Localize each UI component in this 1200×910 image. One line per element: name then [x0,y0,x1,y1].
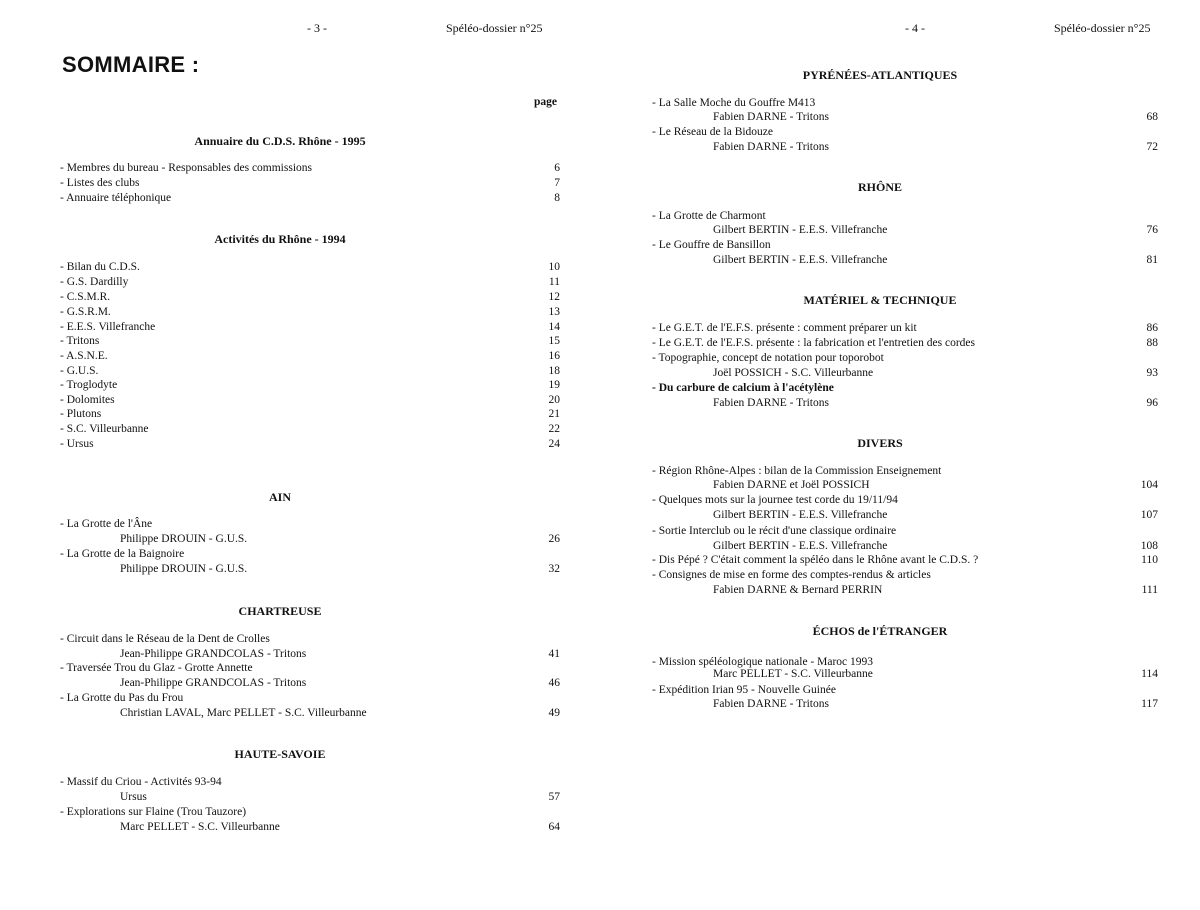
toc-entry [0,290,560,305]
toc-page-number: 32 [548,563,560,575]
toc-page-number: 6 [554,162,560,174]
toc-entry-title: - A.S.N.E. [60,350,108,362]
page-column-label: page [534,96,557,108]
toc-page-number: 7 [554,177,560,189]
toc-author-row [0,820,560,835]
toc-entry-title: - Sortie Interclub ou le récit d'une classique ordinaire [652,525,897,537]
toc-author-row [600,223,1158,238]
toc-page-number: 46 [548,677,560,689]
toc-author-row [600,366,1158,381]
toc-entry [0,805,560,820]
toc-entry-title: - Dolomites [60,394,115,406]
toc-entry-title: - Le G.E.T. de l'E.F.S. présente : comment préparer un kit [652,322,917,334]
toc-author-row [0,532,560,547]
toc-page-number: 96 [1146,397,1158,409]
toc-entry-title: - G.U.S. [60,365,99,377]
toc-entry [600,96,1158,111]
section-heading: AIN [268,490,291,504]
toc-entry [0,407,560,422]
toc-author: Fabien DARNE et Joël POSSICH [713,479,870,491]
toc-page-number: 104 [1140,479,1158,491]
toc-author: Marc PELLET - S.C. Villeurbanne [120,821,280,833]
toc-author: Philippe DROUIN - G.U.S. [120,533,248,545]
toc-entry [0,191,560,206]
toc-entry [0,275,560,290]
toc-page-number: 20 [548,394,560,406]
toc-entry-title: - C.S.M.R. [60,291,111,303]
toc-author-row [600,667,1158,682]
toc-entry-title: - Ursus [60,438,94,450]
section-heading: PYRÉNÉES-ATLANTIQUES [802,68,958,82]
toc-entry [600,553,1158,568]
toc-author-row [600,396,1158,411]
toc-entry-title: - Le Réseau de la Bidouze [652,126,774,138]
toc-page-number: 64 [548,821,560,833]
toc-page-number: 21 [548,408,560,420]
toc-author: Fabien DARNE - Tritons [713,141,829,153]
toc-entry-title: - Traversée Trou du Glaz - Grotte Annette [60,662,253,674]
toc-entry-title: - Circuit dans le Réseau de la Dent de Crolles [60,633,270,645]
toc-entry-title: - Bilan du C.D.S. [60,261,140,273]
toc-author: Philippe DROUIN - G.U.S. [120,563,248,575]
toc-page-number: 86 [1146,322,1158,334]
toc-entry-title: - Expédition Irian 95 - Nouvelle Guinée [652,684,836,696]
toc-author: Joël POSSICH - S.C. Villeurbanne [713,367,874,379]
toc-page-number: 88 [1146,337,1158,349]
toc-entry-title: - Consignes de mise en forme des comptes-rendus & articles [652,569,931,581]
toc-page-number: 108 [1140,540,1158,552]
toc-entry-title: - Le G.E.T. de l'E.F.S. présente : la fabrication et l'entretien des cordes [652,337,975,349]
toc-entry-title: - S.C. Villeurbanne [60,423,149,435]
toc-author-row [600,478,1158,493]
journal-title: Spéléo-dossier n°25 [1054,21,1151,35]
toc-author: Jean-Philippe GRANDCOLAS - Tritons [120,677,307,689]
toc-page-number: 110 [1141,554,1158,566]
toc-entry [600,524,1158,539]
toc-entry [0,393,560,408]
toc-entry-title: - Région Rhône-Alpes : bilan de la Commission Enseignement [652,465,942,477]
toc-entry [0,691,560,706]
toc-entry [0,661,560,676]
toc-entry [0,547,560,562]
toc-author: Gilbert BERTIN - E.E.S. Villefranche [713,254,888,266]
toc-entry-title: - La Salle Moche du Gouffre M413 [652,97,816,109]
toc-author: Gilbert BERTIN - E.E.S. Villefranche [713,509,888,521]
toc-entry-title: - Dis Pépé ? C'était comment la spéléo dans le Rhône avant le C.D.S. ? [652,554,979,566]
toc-page-number: 18 [548,365,560,377]
section-heading: HAUTE-SAVOIE [234,747,326,761]
toc-entry [600,351,1158,366]
toc-entry-title: - Mission spéléologique nationale - Maroc 1993 [652,656,874,668]
toc-entry-title: - Listes des clubs [60,177,140,189]
toc-entry-title: - E.E.S. Villefranche [60,321,156,333]
toc-author-row [0,706,560,721]
toc-page-number: 41 [548,648,560,660]
toc-page-number: 11 [548,276,560,288]
toc-page-number: 12 [548,291,560,303]
toc-entry-title: - Tritons [60,335,100,347]
toc-entry-title: - Membres du bureau - Responsables des commissions [60,162,313,174]
toc-entry-title: - La Grotte de la Baignoire [60,548,185,560]
toc-author-row [0,647,560,662]
toc-entry [0,378,560,393]
toc-page-number: 57 [548,791,560,803]
toc-entry [600,493,1158,508]
toc-entry [0,437,560,452]
section-heading: ÉCHOS de l'ÉTRANGER [812,624,948,638]
toc-entry [0,364,560,379]
toc-page-number: 15 [548,335,560,347]
toc-entry-title: - Le Gouffre de Bansillon [652,239,771,251]
section-heading: RHÔNE [857,180,902,194]
toc-entry-title: - La Grotte du Pas du Frou [60,692,184,704]
toc-entry [600,683,1158,698]
toc-entry-title: - La Grotte de Charmont [652,210,766,222]
toc-page-number: 16 [548,350,560,362]
toc-author: Jean-Philippe GRANDCOLAS - Tritons [120,648,307,660]
toc-entry-title: - Explorations sur Flaine (Trou Tauzore) [60,806,247,818]
toc-entry [600,321,1158,336]
toc-entry [0,775,560,790]
section-heading: Activités du Rhône - 1994 [214,232,346,246]
toc-author-row [600,253,1158,268]
section-heading: MATÉRIEL & TECHNIQUE [803,293,957,307]
toc-entry [600,568,1158,583]
toc-entry [600,209,1158,224]
toc-page-number: 26 [548,533,560,545]
toc-entry-title: - Du carbure de calcium à l'acétylène [652,382,834,394]
toc-page-number: 22 [548,423,560,435]
toc-page-number: 81 [1146,254,1158,266]
toc-author-row [600,697,1158,712]
toc-page-number: 10 [548,261,560,273]
toc-author: Ursus [120,791,147,803]
toc-author-row [0,676,560,691]
toc-author: Marc PELLET - S.C. Villeurbanne [713,668,873,680]
toc-entry [0,349,560,364]
journal-title: Spéléo-dossier n°25 [446,21,543,35]
section-heading: CHARTREUSE [238,604,322,618]
toc-author-row [600,539,1158,554]
toc-entry [0,320,560,335]
toc-page-number: 49 [548,707,560,719]
toc-page-number: 76 [1146,224,1158,236]
page-title: SOMMAIRE : [62,52,200,77]
toc-author-row [0,562,560,577]
toc-page-number: 14 [548,321,560,333]
toc-page-number: 93 [1146,367,1158,379]
toc-entry-title: - Troglodyte [60,379,118,391]
toc-entry [600,381,1158,396]
toc-entry-title: - Quelques mots sur la journee test corde du 19/11/94 [652,494,898,506]
toc-entry [600,238,1158,253]
toc-entry [0,260,560,275]
toc-entry [600,464,1158,479]
section-heading: Annuaire du C.D.S. Rhône - 1995 [194,134,366,148]
toc-entry [600,125,1158,140]
toc-page-number: 117 [1141,698,1158,710]
toc-author-row [600,508,1158,523]
toc-entry [0,305,560,320]
section-heading: DIVERS [857,436,903,450]
toc-author: Fabien DARNE - Tritons [713,111,829,123]
toc-entry-title: - Topographie, concept de notation pour toporobot [652,352,884,364]
toc-author: Fabien DARNE & Bernard PERRIN [713,584,883,596]
toc-page-number: 107 [1140,509,1158,521]
toc-entry [0,517,560,532]
toc-page-number: 8 [554,192,560,204]
toc-author-row [600,583,1158,598]
toc-entry-title: - G.S.R.M. [60,306,111,318]
toc-author: Gilbert BERTIN - E.E.S. Villefranche [713,540,888,552]
right-page [600,0,1200,910]
page-number: - 3 - [307,21,327,35]
toc-entry-title: - Plutons [60,408,102,420]
toc-entry [0,334,560,349]
toc-author-row [600,140,1158,155]
toc-entry-title: - La Grotte de l'Âne [60,518,153,530]
toc-entry [600,336,1158,351]
toc-page-number: 19 [548,379,560,391]
page-number: - 4 - [905,21,925,35]
toc-author: Fabien DARNE - Tritons [713,397,829,409]
toc-entry [0,422,560,437]
toc-entry-title: - Annuaire téléphonique [60,192,172,204]
toc-entry-title: - Massif du Criou - Activités 93-94 [60,776,222,788]
toc-page-number: 68 [1146,111,1158,123]
toc-page-number: 13 [548,306,560,318]
toc-page-number: 111 [1141,584,1158,596]
toc-author-row [0,790,560,805]
toc-author-row [600,110,1158,125]
toc-entry [0,161,560,176]
toc-page-number: 72 [1146,141,1158,153]
toc-author: Fabien DARNE - Tritons [713,698,829,710]
toc-page-number: 114 [1141,668,1158,680]
toc-entry [0,632,560,647]
toc-entry [0,176,560,191]
toc-entry-title: - G.S. Dardilly [60,276,129,288]
toc-page-number: 24 [548,438,560,450]
toc-author: Gilbert BERTIN - E.E.S. Villefranche [713,224,888,236]
toc-author: Christian LAVAL, Marc PELLET - S.C. Villeurbanne [120,707,367,719]
